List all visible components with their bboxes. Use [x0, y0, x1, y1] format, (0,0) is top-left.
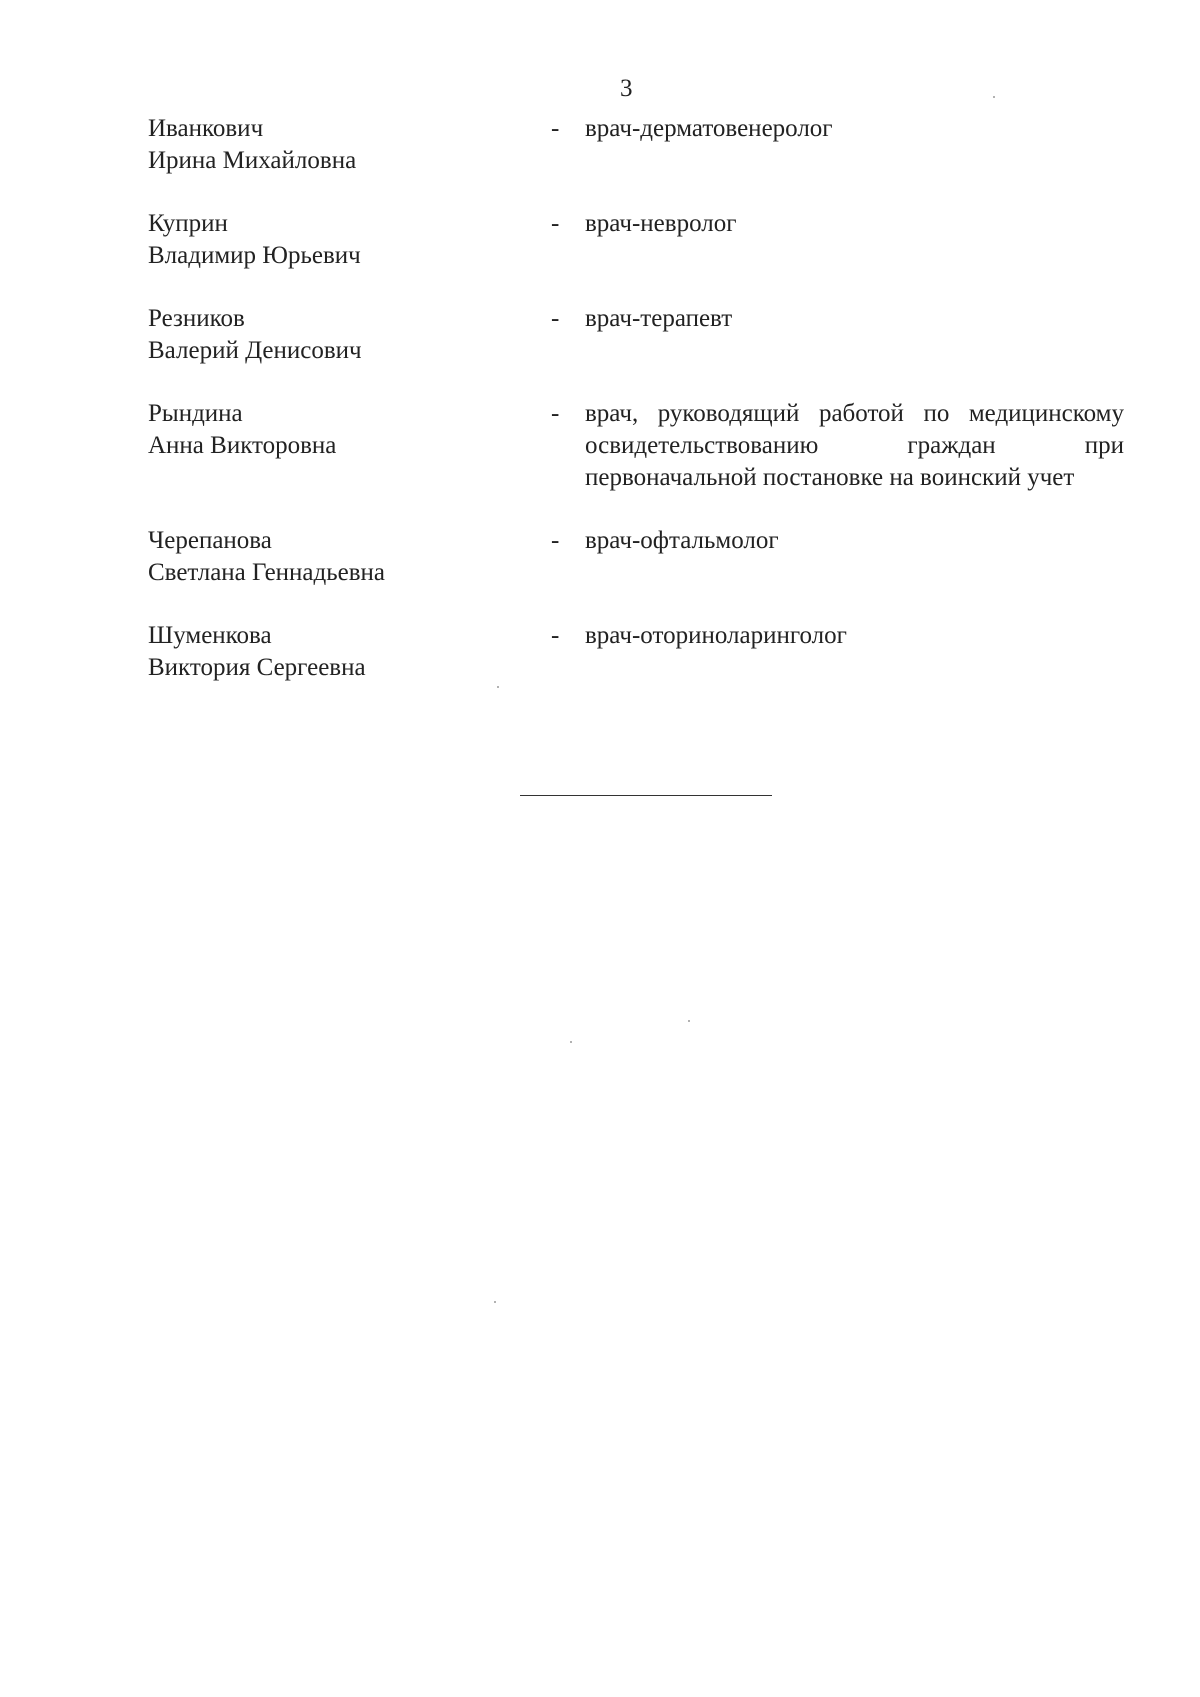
list-item: [148, 398, 1124, 494]
page-number: 3: [620, 75, 633, 102]
member-surname: Рындина: [148, 400, 243, 427]
member-given-names: Ирина Михайловна: [148, 147, 357, 174]
member-role: врач, руководящий работой по медицинскому освидетельствованию граждан при первоначальной постановке на воинский учет: [585, 400, 1124, 491]
list-item: [148, 113, 1124, 177]
member-role: врач-офтальмолог: [585, 527, 779, 554]
separator-dash: -: [551, 527, 560, 554]
member-given-names: Виктория Сергеевна: [148, 654, 366, 681]
member-name: [148, 525, 551, 589]
member-role: врач-оториноларинголог: [585, 622, 847, 649]
list-item: [148, 525, 1124, 589]
list-item: [148, 620, 1124, 684]
member-given-names: Анна Викторовна: [148, 432, 337, 459]
member-role: врач-невролог: [585, 210, 737, 237]
member-name: [148, 208, 551, 272]
member-surname: Куприн: [148, 210, 228, 237]
scan-speck: [993, 96, 995, 98]
member-given-names: Светлана Геннадьевна: [148, 559, 386, 586]
scan-speck: [688, 1020, 690, 1022]
member-surname: Иванкович: [148, 115, 264, 142]
separator-dash: -: [551, 622, 560, 649]
member-role: врач-терапевт: [585, 305, 733, 332]
member-surname: Черепанова: [148, 527, 272, 554]
separator-dash: -: [551, 305, 560, 332]
list-item: [148, 303, 1124, 367]
member-surname: Резников: [148, 305, 245, 332]
member-name: [148, 398, 551, 494]
member-name: [148, 113, 551, 177]
separator-dash: -: [551, 115, 560, 142]
member-name: [148, 620, 551, 684]
member-given-names: Валерий Денисович: [148, 337, 362, 364]
scan-speck: [570, 1041, 572, 1043]
member-name: [148, 303, 551, 367]
end-of-list-rule: [520, 795, 772, 796]
scan-speck: [497, 686, 499, 688]
scan-speck: [494, 1301, 496, 1303]
separator-dash: -: [551, 400, 560, 427]
member-role: врач-дерматовенеролог: [585, 115, 833, 142]
separator-dash: -: [551, 210, 560, 237]
member-given-names: Владимир Юрьевич: [148, 242, 361, 269]
commission-member-list: [148, 113, 1124, 715]
list-item: [148, 208, 1124, 272]
member-surname: Шуменкова: [148, 622, 272, 649]
